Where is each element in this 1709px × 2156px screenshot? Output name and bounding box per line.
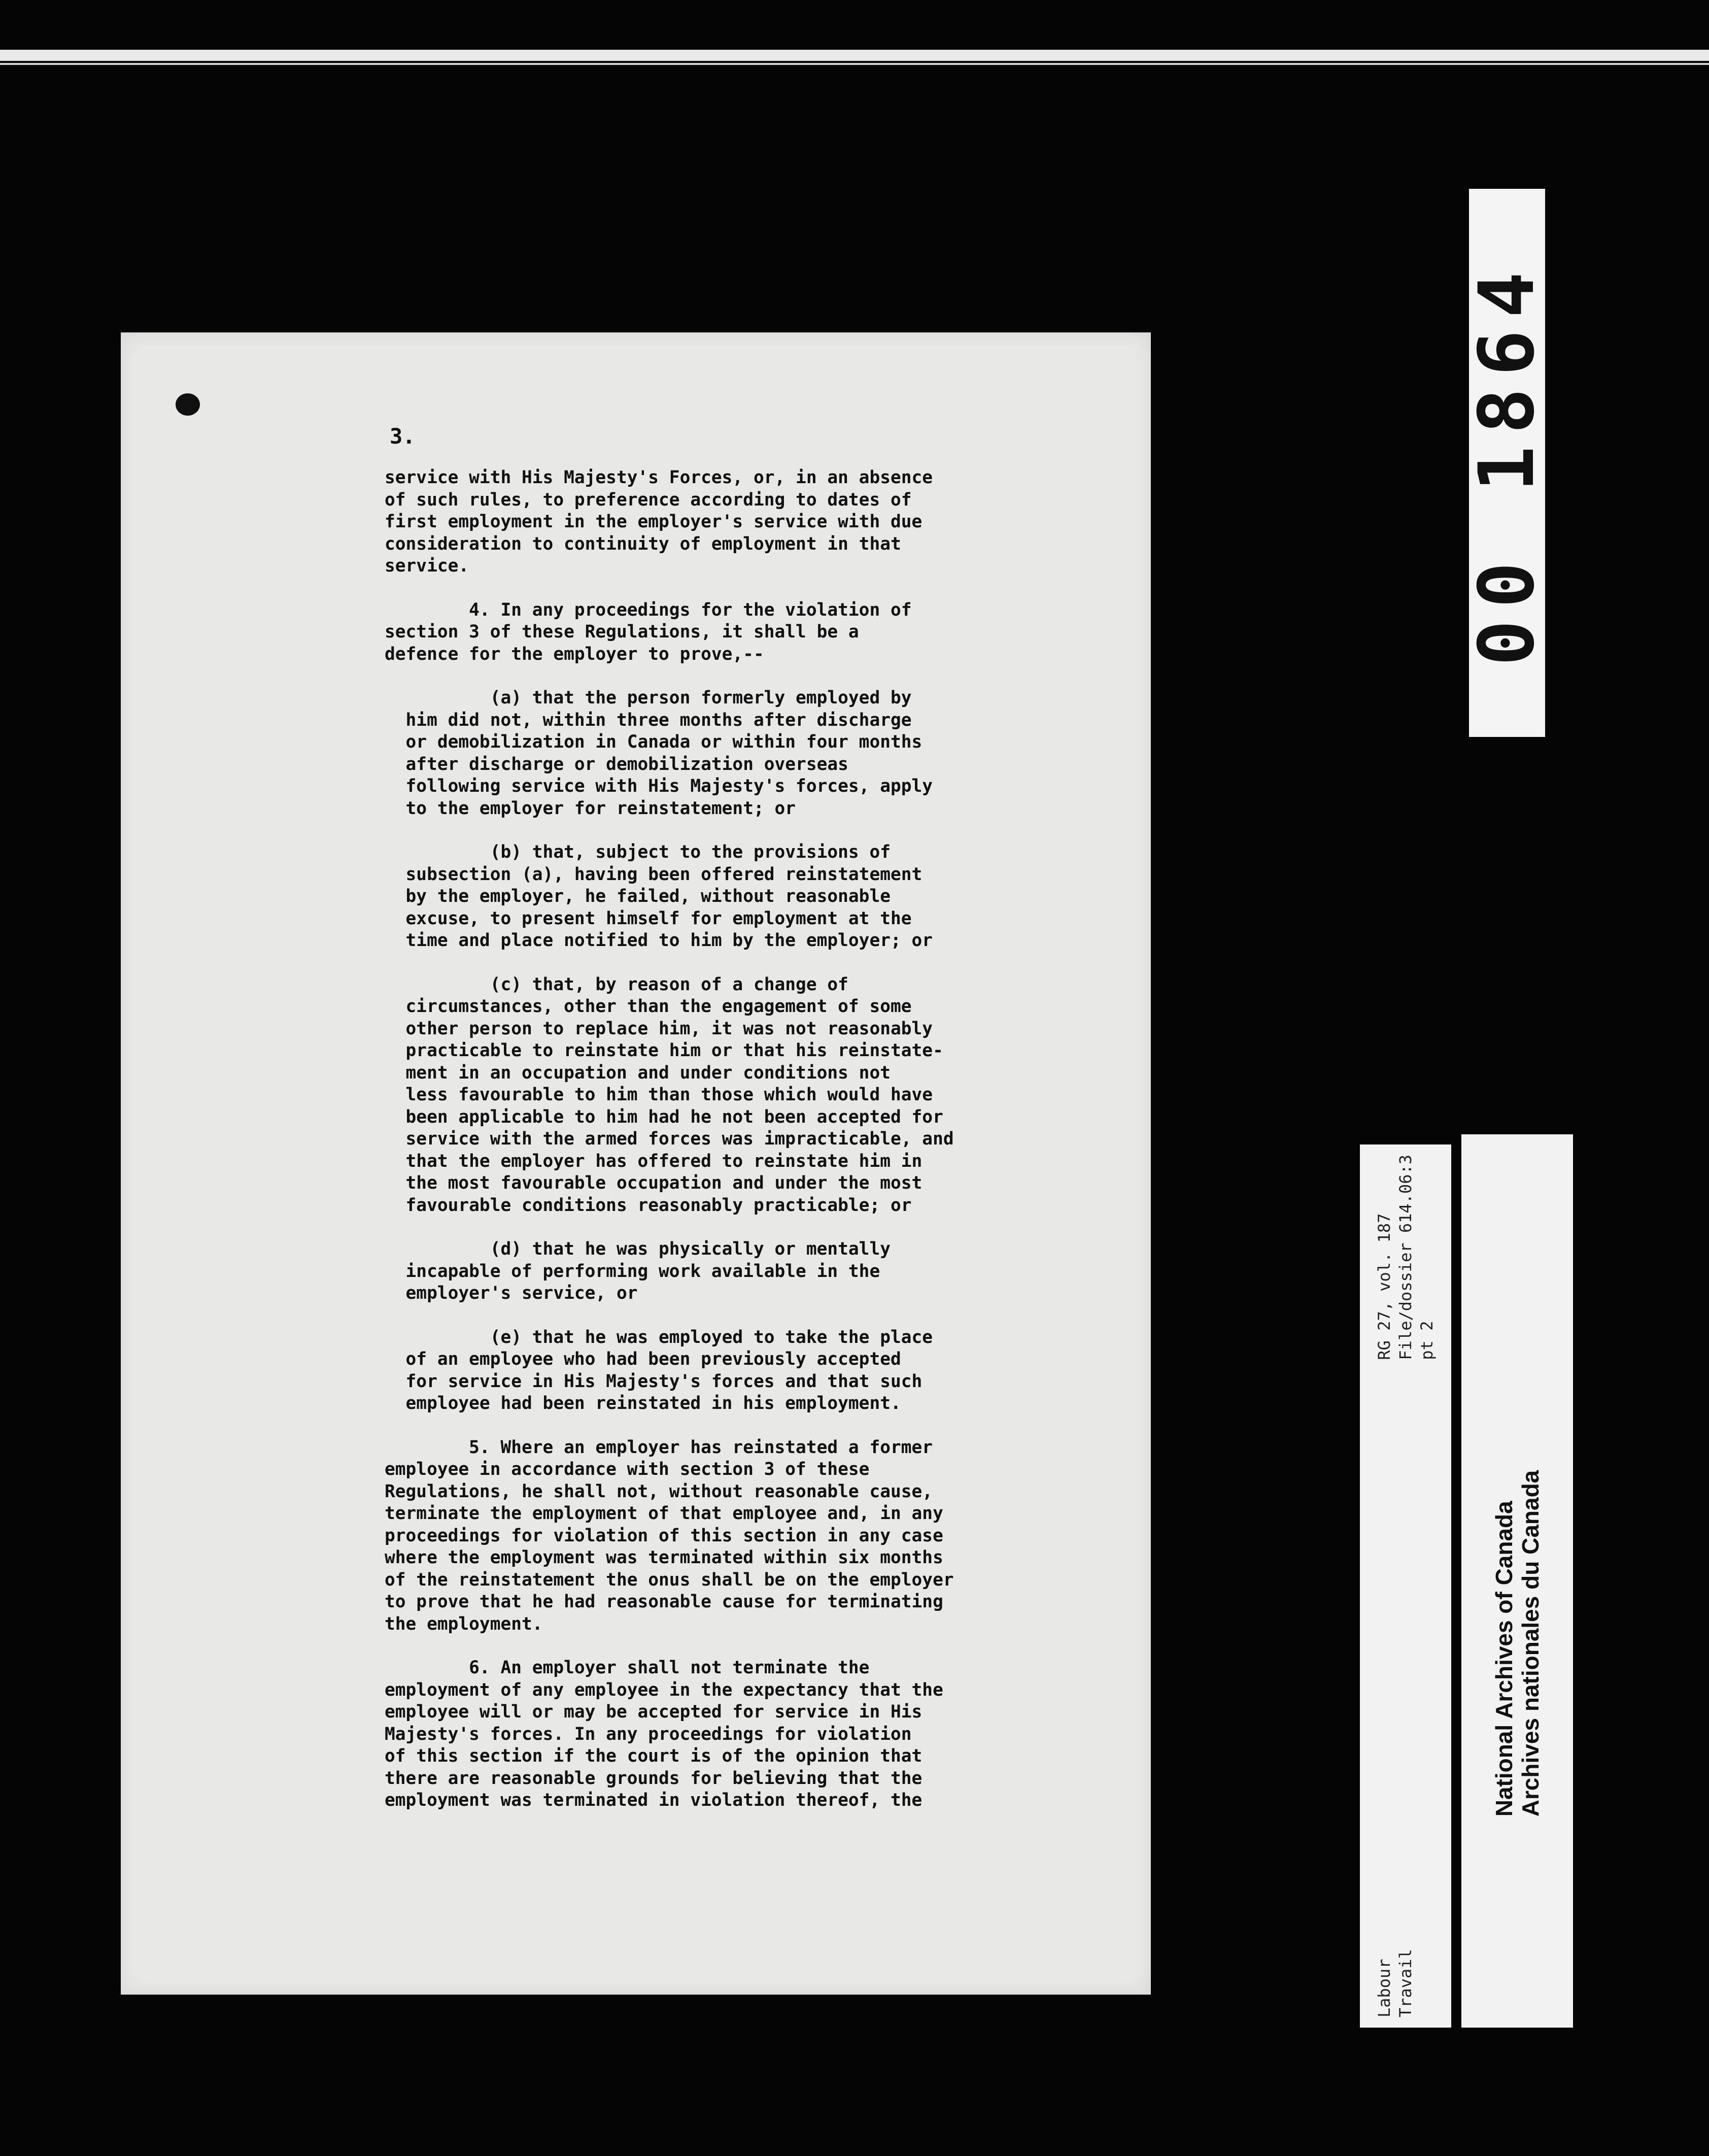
paragraph-gap (385, 665, 1247, 687)
text-line: there are reasonable grounds for believing that the (385, 1768, 922, 1789)
text-line: Majesty's forces. In any proceedings for violation (385, 1724, 912, 1744)
text-line: terminate the employment of that employee and, in any (385, 1503, 943, 1524)
text-line: employee will or may be accepted for service in His (385, 1702, 922, 1722)
text-line: of this section if the court is of the opinion that (385, 1746, 922, 1766)
text-line: service with the armed forces was impracticable, and (385, 1129, 954, 1149)
document-page (121, 332, 1151, 1995)
text-line: consideration to continuity of employment in that (385, 533, 901, 554)
text-line: following service with His Majesty's forces, apply (385, 776, 933, 796)
frame-id-label (1463, 189, 1551, 737)
paragraph-gap (385, 1305, 1247, 1327)
text-line: service. (385, 556, 469, 576)
text-line: Regulations, he shall not, without reasonable cause, (385, 1481, 933, 1502)
paragraph-gap (385, 1635, 1247, 1657)
text-line: time and place notified to him by the employer; or (385, 930, 933, 951)
text-line: section 3 of these Regulations, it shall be a (385, 622, 859, 642)
text-line: 6. An employer shall not terminate the (385, 1658, 870, 1678)
paragraph-gap (385, 578, 1247, 599)
text-line: (a) that the person formerly employed by (385, 688, 912, 708)
text-line: first employment in the employer's service with due (385, 512, 922, 532)
text-line: employee in accordance with section 3 of these (385, 1459, 870, 1479)
paragraph-gap (385, 1415, 1247, 1437)
text-line: (c) that, by reason of a change of (385, 974, 848, 995)
text-line: the most favourable occupation and under the most (385, 1173, 922, 1193)
text-line: 4. In any proceedings for the violation of (385, 599, 912, 620)
archive-label (1461, 1134, 1573, 2028)
text-line: of an employee who had been previously accepted (385, 1349, 901, 1369)
text-line: service with His Majesty's Forces, or, in an absence (385, 467, 933, 488)
text-line: favourable conditions reasonably practicable; or (385, 1195, 912, 1216)
text-line: less favourable to him than those which would have (385, 1085, 933, 1105)
text-line: practicable to reinstate him or that his reinstate- (385, 1040, 943, 1061)
text-line: excuse, to present himself for employment at the (385, 908, 912, 929)
reference-label (1360, 1144, 1451, 2028)
text-line: ment in an occupation and under conditions not (385, 1062, 891, 1083)
text-line: of the reinstatement the onus shall be on the employer (385, 1569, 954, 1590)
text-line: him did not, within three months after discharge (385, 710, 912, 730)
text-line: employment was terminated in violation thereof, the (385, 1790, 922, 1810)
text-line: employee had been reinstated in his employment. (385, 1393, 901, 1413)
frame-id: 00 1864 (1463, 259, 1551, 666)
archive-name-fr: Archives nationales du Canada (1517, 1470, 1544, 1817)
text-line: proceedings for violation of this section in any case (385, 1525, 943, 1546)
text-line: (e) that he was employed to take the place (385, 1327, 933, 1348)
text-line: to prove that he had reasonable cause for terminating (385, 1592, 943, 1612)
paragraph-gap (385, 1217, 1247, 1238)
text-line: by the employer, he failed, without reasonable (385, 886, 891, 906)
paragraph-gap (385, 952, 1247, 974)
text-line: incapable of performing work available in the (385, 1261, 880, 1282)
text-line: (d) that he was physically or mentally (385, 1239, 891, 1259)
text-line: subsection (a), having been offered reinstatement (385, 864, 922, 885)
punch-hole (176, 393, 200, 416)
text-line: been applicable to him had he not been accepted for (385, 1106, 943, 1127)
text-line: (b) that, subject to the provisions of (385, 842, 891, 862)
film-edge-line (0, 63, 1709, 65)
text-line: other person to replace him, it was not reasonably (385, 1018, 933, 1039)
text-line: employer's service, or (385, 1283, 638, 1303)
reference-text: RG 27, vol. 187 File/dossier 614.06:3 pt 2 (1375, 1155, 1437, 1360)
text-line: the employment. (385, 1613, 543, 1634)
department-text: Labour Travail (1375, 1949, 1415, 2017)
text-line: employment of any employee in the expectancy that the (385, 1679, 943, 1700)
paragraph-gap (385, 820, 1247, 841)
text-line: where the employment was terminated within six months (385, 1547, 943, 1568)
text-line: 5. Where an employer has reinstated a former (385, 1437, 933, 1458)
text-line: that the employer has offered to reinstate him in (385, 1151, 922, 1171)
text-line: defence for the employer to prove,-- (385, 644, 764, 664)
document-body (385, 467, 1247, 1812)
text-line: or demobilization in Canada or within four months (385, 732, 922, 752)
archive-name-en: National Archives of Canada (1491, 1501, 1517, 1817)
text-line: of such rules, to preference according to dates of (385, 489, 912, 510)
text-line: to the employer for reinstatement; or (385, 798, 796, 819)
page-number: 3. (390, 424, 416, 449)
film-edge-top (0, 50, 1709, 61)
text-line: circumstances, other than the engagement of some (385, 996, 912, 1017)
text-line: after discharge or demobilization overseas (385, 754, 848, 774)
text-line: for service in His Majesty's forces and that such (385, 1371, 922, 1392)
